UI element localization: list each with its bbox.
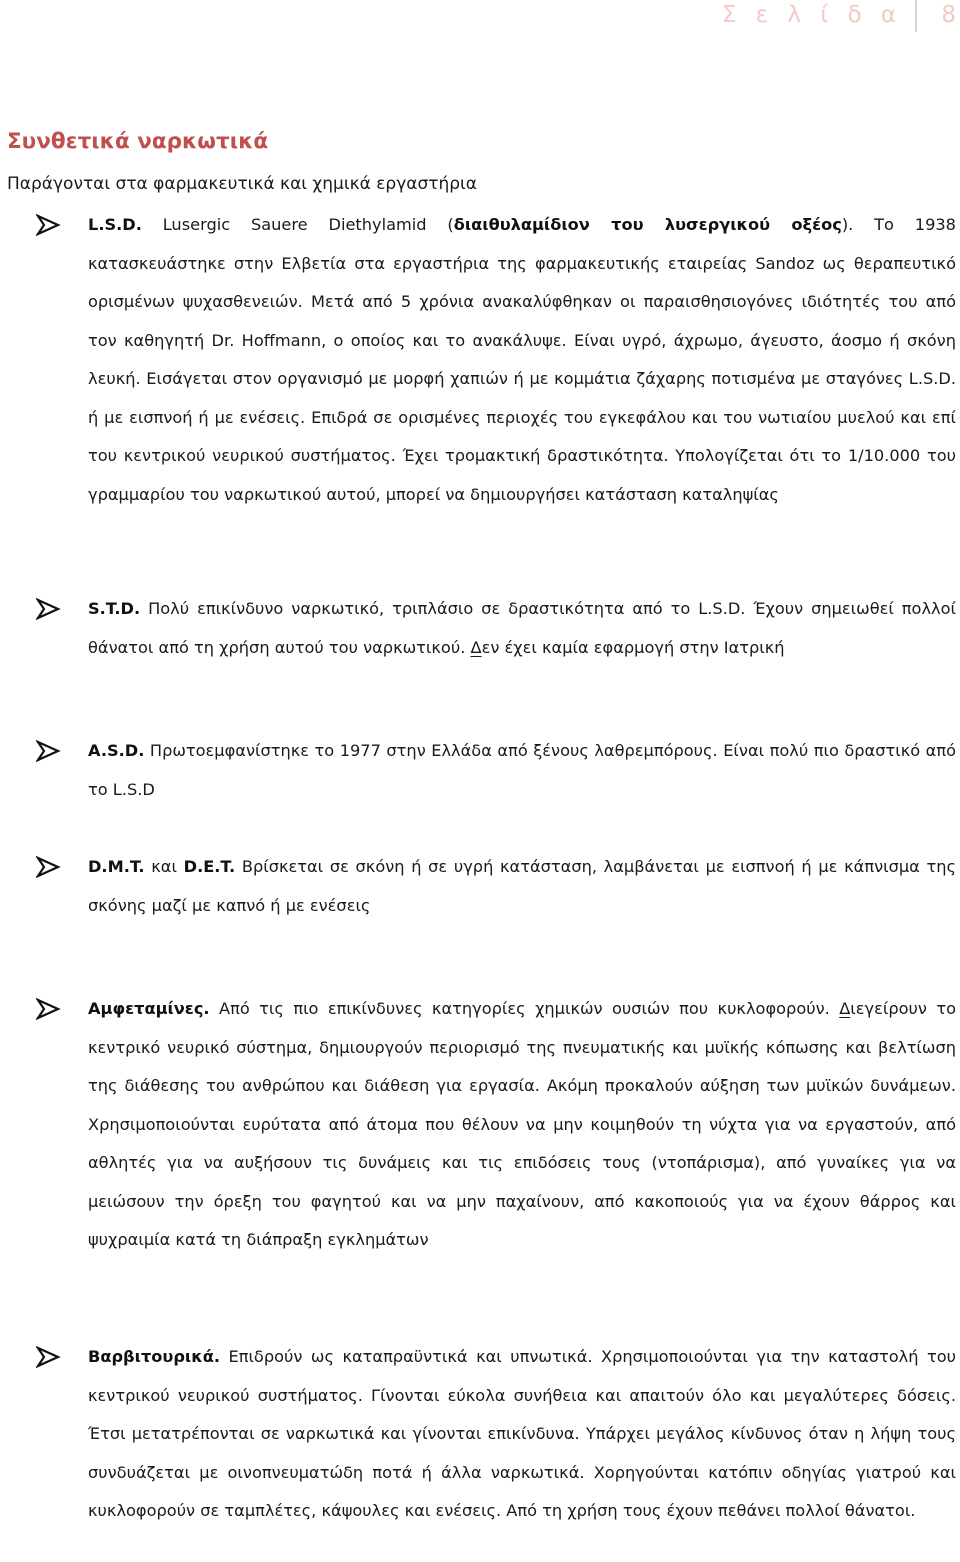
page-number: 8: [941, 2, 956, 28]
list-item-text: [88, 590, 956, 667]
item-body-continued: ιεγείρουν το κεντρικό νευρικό σύστημα, δημιουργούν περιορισμό της πνευματικής και μυϊκής κόπωσης και βελτίωση της διάθεσης του ανθρώπου και διάθεση για εργασία. Ακόμη προκαλούν αύξηση των μυϊκών δυνάμεων. Χρησιμοποιούνται ευρύτατα από άτομα που θέλουν να μην κοιμηθούν τη νύχτα για να εργαστούν, από αθλητές για να αυξήσουν τις δυνάμεις και τις επιδόσεις τους (ντοπάρισμα), από γυναίκες για να μειώσουν την όρεξη του φαγητού και να μην παχαίνουν, από κακοποιούς για να έχουν θάρρος και ψυχραιμία κατά τη διάπραξη εγκλημάτων: [88, 999, 957, 1249]
item-underlined-letter: Δ: [839, 999, 851, 1018]
section-intro: Παράγονται στα φαρμακευτικά και χημικά εργαστήρια: [7, 174, 478, 194]
arrow-bullet-icon: [36, 1346, 62, 1368]
arrow-bullet-icon: [36, 740, 62, 762]
list-item-text: [88, 990, 956, 1260]
item-term: S.T.D.: [88, 599, 141, 618]
item-term-secondary: D.E.T.: [183, 857, 236, 876]
item-body: Από τις πιο επικίνδυνες κατηγορίες χημικών ουσιών που κυκλοφορούν.: [209, 999, 840, 1018]
list-item-text: [88, 1338, 956, 1531]
list-item-text: [88, 206, 956, 514]
list-item-text: [88, 848, 956, 925]
item-body: Πρωτοεμφανίστηκε το 1977 στην Ελλάδα από ξένους λαθρεμπόρους. Είναι πολύ πιο δραστικό από το L.S.D: [88, 741, 956, 799]
arrow-bullet-icon: [36, 214, 62, 236]
item-greek-name: διαιθυλαμίδιον του λυσεργικού οξέος: [453, 215, 842, 234]
header-divider: [915, 0, 917, 32]
arrow-bullet-icon: [36, 856, 62, 878]
item-connector: και: [144, 857, 184, 876]
list-item-text: [88, 732, 956, 809]
item-body: Επιδρούν ως καταπραϋντικά και υπνωτικά. Χρησιμοποιούνται για την καταστολή του κεντρικού νευρικού συστήματος. Γίνονται εύκολα συνήθεια και απαιτούν όλο και μεγαλύτερες δόσεις. Έτσι μετατρέπονται σε ναρκωτικά και γίνονται επικίνδυνα. Υπάρχει μεγάλος κίνδυνος όταν η λήψη τους συνδυάζεται με οινοπνευματώδη ποτά ή άλλα ναρκωτικά. Χορηγούνται κατόπιν οδηγίας γιατρού και κυκλοφορούν σε ταμπλέτες, κάψουλες και ενέσεις. Από τη χρήση τους έχουν πεθάνει πολλοί θάνατοι.: [88, 1347, 956, 1520]
arrow-bullet-icon: [36, 998, 62, 1020]
item-term: L.S.D.: [88, 215, 142, 234]
section-title: Συνθετικά ναρκωτικά: [7, 129, 269, 154]
item-term: A.S.D.: [88, 741, 145, 760]
item-underlined-letter: Δ: [470, 637, 482, 657]
item-body: ). Το 1938 κατασκευάστηκε στην Ελβετία στα εργαστήρια της φαρμακευτικής εταιρείας Sandoz ως θεραπευτικό ορισμένων ψυχασθενειών. Μετά από 5 χρόνια ανακαλύφθηκαν οι παραισθησιογόνες ιδιότητές του από τον καθηγητή Dr. Hoffmann, ο οποίος και το ανακάλυψε. Είναι υγρό, άχρωμο, άγευστο, άοσμο ή σκόνη λευκή. Εισάγεται στον οργανισμό με μορφή χαπιών ή με κομμάτια ζάχαρης ποτισμένα με σταγόνες L.S.D. ή με εισπνοή ή με ενέσεις. Επιδρά σε ορισμένες περιοχές του εγκεφάλου και του νωτιαίου μυελού και επί του κεντρικού νευρικού συστήματος. Έχει τρομακτική δραστικότητα. Υπολογίζεται ότι το 1/10.000 του γραμμαρίου του ναρκωτικού αυτού, μπορεί να δημιουργήσει κατάσταση καταληψίας: [88, 215, 956, 504]
item-body-continued: εν έχει καμία εφαρμογή στην Ιατρική: [481, 637, 785, 657]
page-label: Σ ε λ ί δ α: [721, 2, 902, 28]
item-body: Βρίσκεται σε σκόνη ή σε υγρή κατάσταση, λαμβάνεται με εισπνοή ή με κάπνισμα της σκόνης μαζί με καπνό ή με ενέσεις: [88, 857, 957, 915]
arrow-bullet-icon: [36, 598, 62, 620]
page-header: [0, 0, 960, 34]
item-term: Αμφεταμίνες.: [88, 999, 210, 1018]
item-term: Βαρβιτουρικά.: [88, 1347, 220, 1366]
item-term-suffix: Lusergic Sauere Diethylamid (: [141, 215, 454, 234]
item-term: D.M.T.: [88, 857, 145, 876]
item-body: Πολύ επικίνδυνο ναρκωτικό, τριπλάσιο σε δραστικότητα από το L.S.D. Έχουν σημειωθεί πολλοί θάνατοι από τη χρήση αυτού του ναρκωτικού.: [88, 599, 956, 657]
